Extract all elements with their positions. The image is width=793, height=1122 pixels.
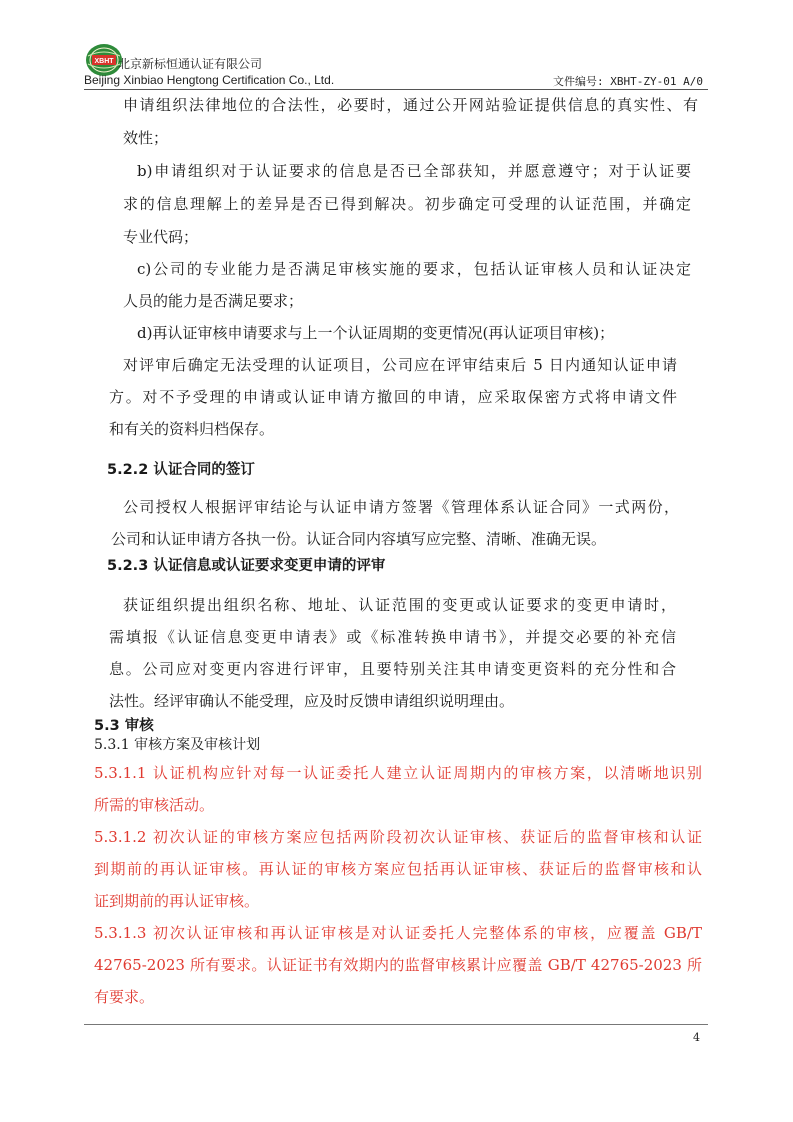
section-heading-5-2-2: 5.2.2 认证合同的签订 <box>107 462 255 478</box>
section-heading-5-2-3: 5.2.3 认证信息或认证要求变更申请的评审 <box>107 558 386 574</box>
document-number: 文件编号: XBHT-ZY-01 A/0 <box>553 75 703 88</box>
item-b: b)申请组织对于认证要求的信息是否已全部获知，并愿意遵守；对于认证要 <box>137 162 691 180</box>
item-c: 人员的能力是否满足要求； <box>123 292 304 310</box>
body-line: 申请组织法律地位的合法性，必要时，通过公开网站验证提供信息的真实性、有 <box>123 96 698 114</box>
body-line: 需填报《认证信息变更申请表》或《标准转换申请书》，并提交必要的补充信 <box>109 628 676 646</box>
item-d: d)再认证审核申请要求与上一个认证周期的变更情况(再认证项目审核)； <box>137 324 615 342</box>
footer-divider <box>84 1024 708 1025</box>
body-line: 公司和认证申请方各执一份。认证合同内容填写应完整、清晰、准确无误。 <box>111 530 607 548</box>
clause-5-3-1-3: 有要求。 <box>94 988 155 1006</box>
logo-text: XBHT <box>94 58 114 65</box>
page-number: 4 <box>693 1031 700 1044</box>
clause-5-3-1-3: 5.3.1.3 初次认证审核和再认证审核是对认证委托人完整体系的审核，应覆盖 GB/T <box>94 924 702 942</box>
clause-5-3-1-1: 所需的审核活动。 <box>94 796 215 814</box>
header-divider <box>84 89 708 90</box>
clause-5-3-1-2: 证到期前的再认证审核。 <box>94 892 260 910</box>
company-name-en: Beijing Xinbiao Hengtong Certification Co., Ltd. <box>84 73 335 87</box>
body-line: 方。对不予受理的申请或认证申请方撤回的申请，应采取保密方式将申请文件 <box>109 388 677 406</box>
body-line: 法性。经评审确认不能受理，应及时反馈申请组织说明理由。 <box>109 692 515 710</box>
body-line: 和有关的资料归档保存。 <box>109 420 275 438</box>
body-line: 对评审后确定无法受理的认证项目，公司应在评审结束后 5 日内通知认证申请 <box>123 356 677 374</box>
section-heading-5-3: 5.3 审核 <box>94 718 154 734</box>
section-heading-5-3-1: 5.3.1 审核方案及审核计划 <box>94 737 261 753</box>
item-b: 专业代码； <box>123 228 199 246</box>
clause-5-3-1-3: 42765-2023 所有要求。认证证书有效期内的监督审核累计应覆盖 GB/T 42765-2023 所 <box>94 956 702 974</box>
body-line: 效性； <box>123 129 169 147</box>
body-line: 获证组织提出组织名称、地址、认证范围的变更或认证要求的变更申请时， <box>123 596 676 614</box>
clause-5-3-1-1: 5.3.1.1 认证机构应针对每一认证委托人建立认证周期内的审核方案，以清晰地识别 <box>94 764 702 782</box>
item-c: c)公司的专业能力是否满足审核实施的要求，包括认证审核人员和认证决定 <box>137 260 691 278</box>
clause-5-3-1-2: 到期前的再认证审核。再认证的审核方案应包括再认证审核、获证后的监督审核和认 <box>94 860 702 878</box>
company-name-cn: 北京新标恒通认证有限公司 <box>118 57 263 71</box>
body-line: 息。公司应对变更内容进行评审，且要特别关注其申请变更资料的充分性和合 <box>109 660 676 678</box>
item-b: 求的信息理解上的差异是否已得到解决。初步确定可受理的认证范围，并确定 <box>123 195 691 213</box>
body-line: 公司授权人根据评审结论与认证申请方签署《管理体系认证合同》一式两份， <box>123 498 679 516</box>
clause-5-3-1-2: 5.3.1.2 初次认证的审核方案应包括两阶段初次认证审核、获证后的监督审核和认证 <box>94 828 702 846</box>
